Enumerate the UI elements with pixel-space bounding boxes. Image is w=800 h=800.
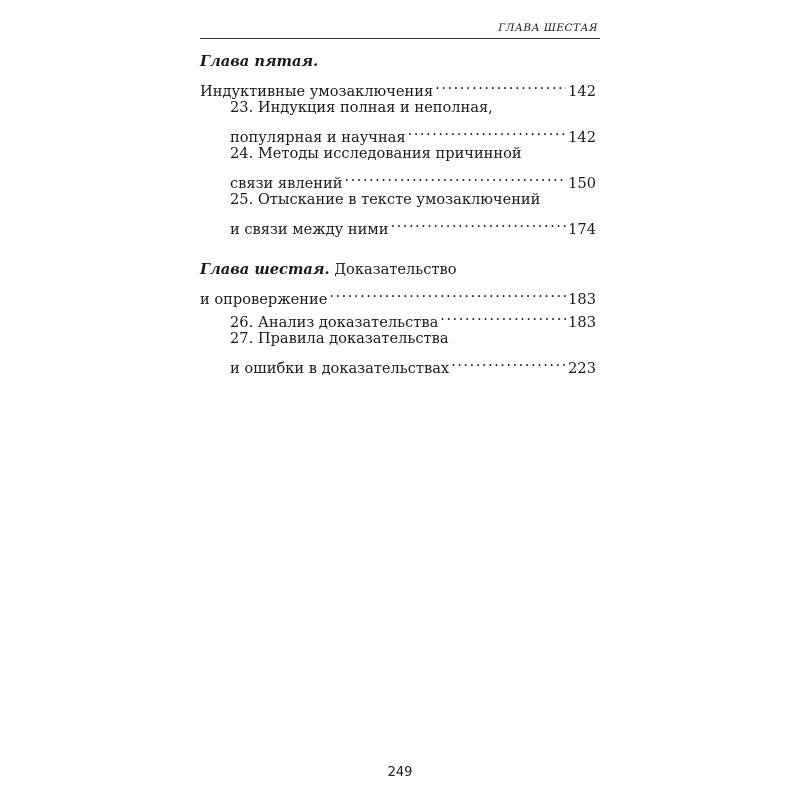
toc-entry-line bbox=[200, 327, 596, 350]
chapter-heading bbox=[200, 258, 596, 281]
toc-entry bbox=[200, 281, 596, 308]
page-number: 142 bbox=[568, 129, 596, 146]
chapter-label: Глава шестая. bbox=[200, 261, 330, 278]
entry-title: 24. Методы исследования причинной bbox=[230, 145, 522, 162]
chapter-label: Глава пятая. bbox=[200, 53, 319, 70]
entry-title: 27. Правила доказательства bbox=[230, 330, 449, 347]
page-footer bbox=[0, 765, 800, 780]
page-number: 174 bbox=[568, 221, 596, 238]
running-title: ГЛАВА ШЕСТАЯ bbox=[498, 22, 598, 34]
page-number: 183 bbox=[568, 291, 596, 308]
table-of-contents bbox=[200, 50, 596, 377]
entry-title: и ошибки в доказательствах bbox=[230, 360, 450, 377]
toc-entry bbox=[200, 73, 596, 100]
toc-entry bbox=[200, 119, 596, 146]
dot-leader bbox=[390, 211, 566, 234]
entry-title: Индуктивные умозаключения bbox=[200, 83, 434, 100]
entry-title: Доказательство bbox=[334, 261, 457, 278]
page-number-footer: 249 bbox=[387, 765, 413, 780]
dot-leader bbox=[344, 165, 566, 188]
entry-title: 26. Анализ доказательства bbox=[230, 314, 439, 331]
running-header bbox=[200, 18, 600, 39]
entry-title: 23. Индукция полная и неполная, bbox=[230, 99, 493, 116]
toc-entry-line bbox=[200, 142, 596, 165]
entry-title: популярная и научная bbox=[230, 129, 406, 146]
page-number: 142 bbox=[568, 83, 596, 100]
toc-entry-line bbox=[200, 188, 596, 211]
chapter-heading bbox=[200, 50, 596, 73]
dot-leader bbox=[435, 73, 566, 96]
dot-leader bbox=[451, 350, 566, 373]
entry-title: связи явлений bbox=[230, 175, 343, 192]
toc-entry bbox=[200, 211, 596, 238]
entry-title: 25. Отыскание в тексте умозаключений bbox=[230, 191, 541, 208]
dot-leader bbox=[329, 281, 566, 304]
page-number: 223 bbox=[568, 360, 596, 377]
toc-entry bbox=[200, 350, 596, 377]
dot-leader bbox=[440, 304, 566, 327]
entry-title: и связи между ними bbox=[230, 221, 389, 238]
toc-entry bbox=[200, 165, 596, 192]
page-number: 183 bbox=[568, 314, 596, 331]
entry-title: и опровержение bbox=[200, 291, 328, 308]
toc-entry-line bbox=[200, 96, 596, 119]
page-number: 150 bbox=[568, 175, 596, 192]
dot-leader bbox=[408, 119, 567, 142]
